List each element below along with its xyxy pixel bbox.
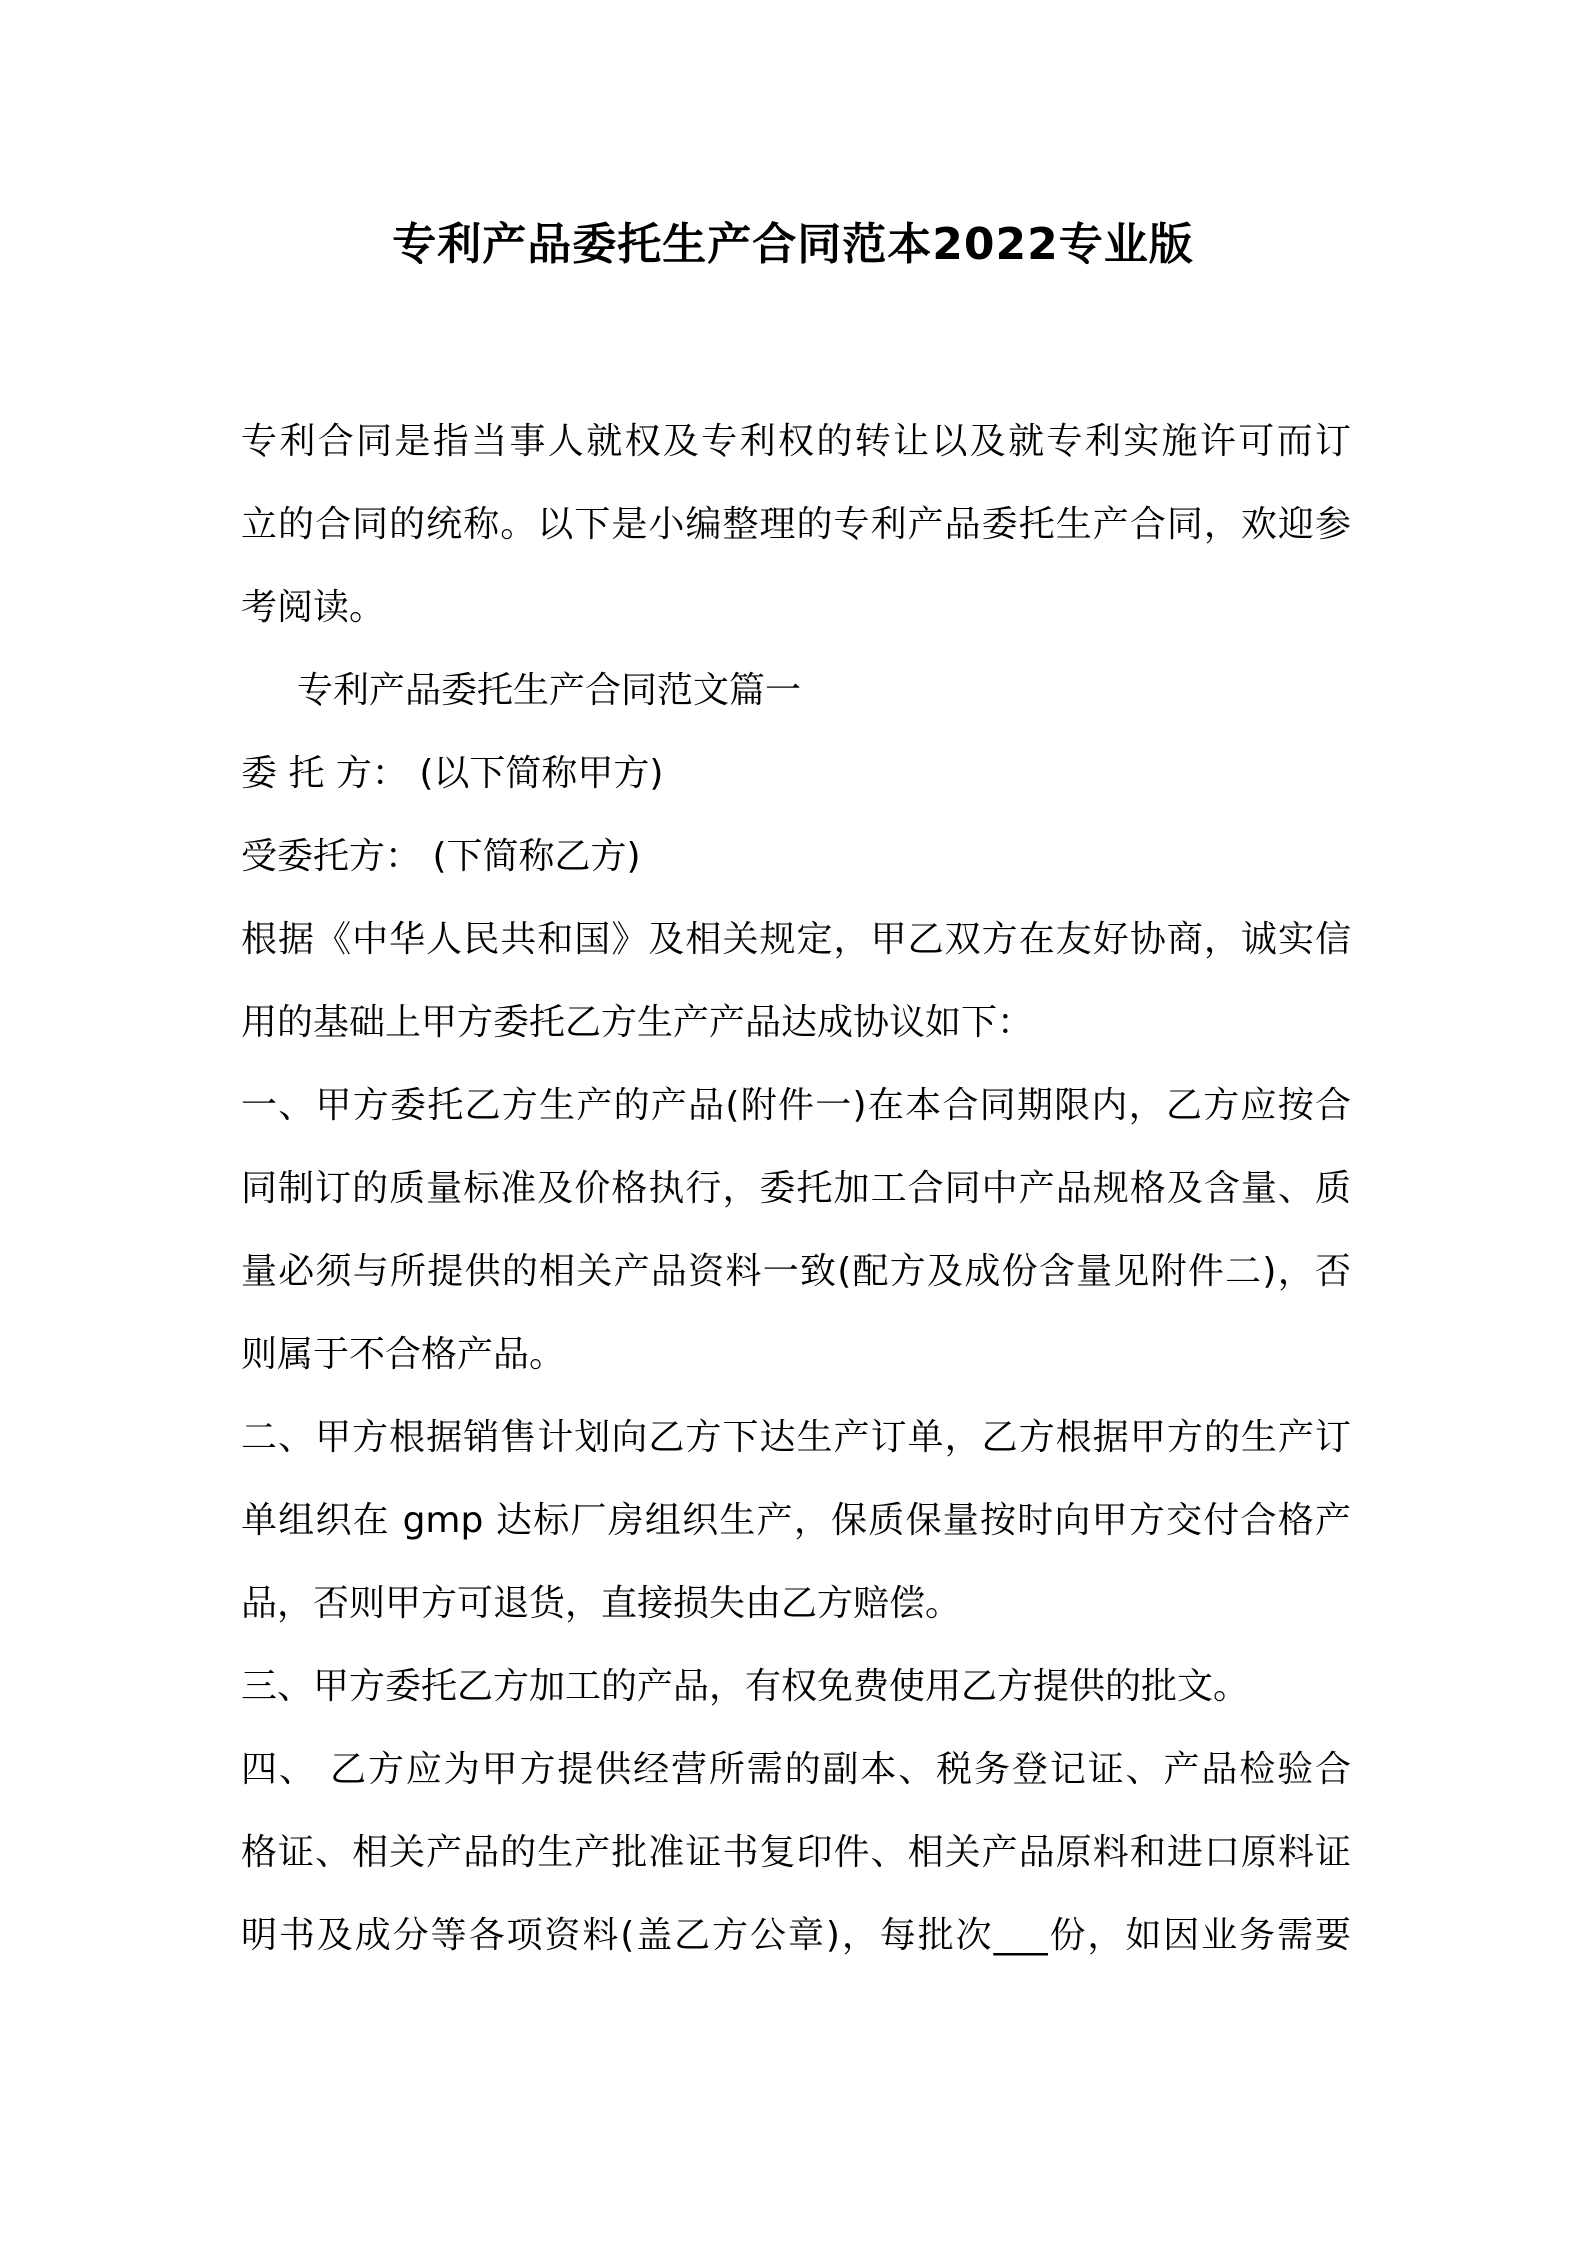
document-body xyxy=(241,400,1351,1977)
paragraph-line: 用的基础上甲方委托乙方生产产品达成协议如下： xyxy=(241,1002,1034,1043)
clause-4-line: 四、 乙方应为甲方提供经营所需的副本、税务登记证、产品检验合 xyxy=(241,1749,1351,1790)
clause-1-line: 则属于不合格产品。 xyxy=(241,1334,566,1375)
clause-4-line: 明书及成分等各项资料(盖乙方公章)，每批次___份，如因业务需要 xyxy=(241,1915,1351,1956)
party-line-contractor: 受委托方： (下简称乙方) xyxy=(241,836,641,877)
paragraph-line: 专利合同是指当事人就权及专利权的转让以及就专利实施许可而订 xyxy=(241,421,1351,462)
document-title: 专利产品委托生产合同范本2022专业版 xyxy=(392,219,1194,270)
clause-1-line: 量必须与所提供的相关产品资料一致(配方及成份含量见附件二)，否 xyxy=(241,1251,1351,1292)
clause-4-line: 格证、相关产品的生产批准证书复印件、相关产品原料和进口原料证 xyxy=(241,1832,1351,1873)
paragraph-line: 立的合同的统称。以下是小编整理的专利产品委托生产合同，欢迎参 xyxy=(241,504,1351,545)
paragraph-line: 考阅读。 xyxy=(241,587,386,628)
paragraph-line: 根据《中华人民共和国》及相关规定，甲乙双方在友好协商，诚实信 xyxy=(241,919,1351,960)
clause-2-line: 二、甲方根据销售计划向乙方下达生产订单，乙方根据甲方的生产订 xyxy=(241,1417,1351,1458)
section-heading: 专利产品委托生产合同范文篇一 xyxy=(297,670,802,711)
clause-1-line: 同制订的质量标准及价格执行，委托加工合同中产品规格及含量、质 xyxy=(241,1168,1351,1209)
clause-3-line: 三、甲方委托乙方加工的产品，有权免费使用乙方提供的批文。 xyxy=(241,1666,1250,1707)
clause-2-line: 品，否则甲方可退货，直接损失由乙方赔偿。 xyxy=(241,1583,962,1624)
clause-2-line: 单组织在 gmp 达标厂房组织生产，保质保量按时向甲方交付合格产 xyxy=(241,1500,1351,1541)
party-line-client: 委 托 方： (以下简称甲方) xyxy=(241,753,664,794)
clause-1-line: 一、甲方委托乙方生产的产品(附件一)在本合同期限内，乙方应按合 xyxy=(241,1085,1351,1126)
